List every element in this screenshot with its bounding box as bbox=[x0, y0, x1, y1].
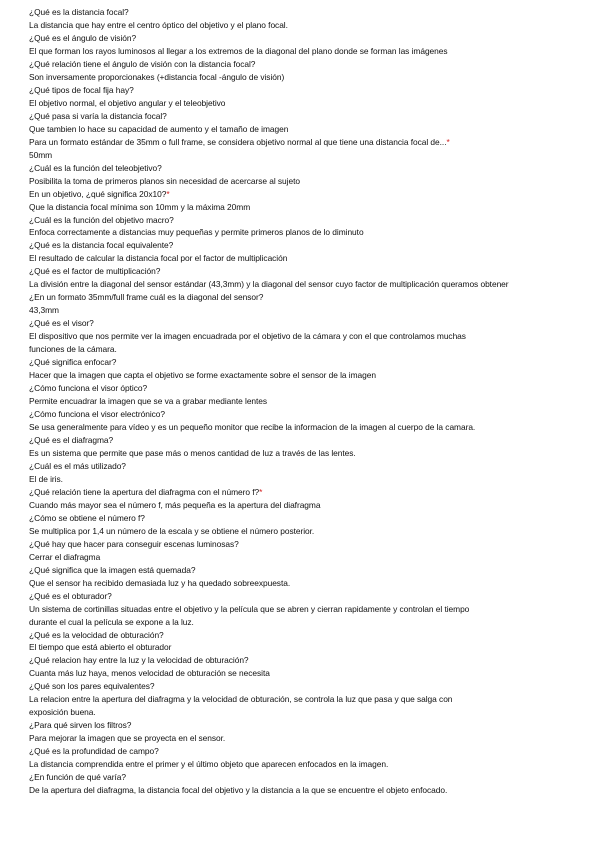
text-line bbox=[29, 434, 589, 447]
text-line bbox=[29, 629, 589, 642]
line-text: Posibilita la toma de primeros planos sin necesidad de acercarse al sujeto bbox=[29, 175, 300, 186]
text-line bbox=[29, 84, 589, 97]
text-line bbox=[29, 551, 589, 564]
line-text: El dispositivo que nos permite ver la imagen encuadrada por el objetivo de la cámara y con el que controlamos muchas bbox=[29, 331, 466, 342]
line-text: ¿Qué relación tiene el ángulo de visión con la distancia focal? bbox=[29, 58, 256, 69]
text-line bbox=[29, 149, 589, 162]
line-text: El objetivo normal, el objetivo angular y el teleobjetivo bbox=[29, 97, 226, 108]
line-text: ¿Para qué sirven los filtros? bbox=[29, 720, 132, 731]
text-line bbox=[29, 616, 589, 629]
text-line bbox=[29, 162, 589, 175]
text-line bbox=[29, 6, 589, 19]
required-asterisk: * bbox=[259, 486, 263, 497]
text-line bbox=[29, 19, 589, 32]
text-line bbox=[29, 408, 589, 421]
text-line bbox=[29, 719, 589, 732]
line-text: La relacion entre la apertura del diafragma y la velocidad de obturación, se controla la luz que pasa y que salga con bbox=[29, 694, 453, 705]
line-text: El que forman los rayos luminosos al llegar a los extremos de la diagonal del plano donde se forman las imágenes bbox=[29, 45, 448, 56]
text-line bbox=[29, 525, 589, 538]
line-text: ¿Qué es el factor de multiplicación? bbox=[29, 266, 161, 277]
text-line bbox=[29, 680, 589, 693]
text-line bbox=[29, 317, 589, 330]
text-line bbox=[29, 538, 589, 551]
line-text: En un objetivo, ¿qué significa 20x10? bbox=[29, 188, 167, 199]
line-text: ¿Qué es el diafragma? bbox=[29, 434, 114, 445]
text-line bbox=[29, 758, 589, 771]
text-line bbox=[29, 369, 589, 382]
line-text: Hacer que la imagen que capta el objetivo se forme exactamente sobre el sensor de la imagen bbox=[29, 370, 376, 381]
text-line bbox=[29, 110, 589, 123]
text-line bbox=[29, 577, 589, 590]
line-text: Para un formato estándar de 35mm o full frame, se considera objetivo normal al que tiene una distancia focal de... bbox=[29, 136, 447, 147]
line-text: ¿Qué es la distancia focal equivalente? bbox=[29, 240, 174, 251]
text-line bbox=[29, 304, 589, 317]
text-line bbox=[29, 175, 589, 188]
line-text: ¿Cómo funciona el visor óptico? bbox=[29, 383, 148, 394]
text-line bbox=[29, 499, 589, 512]
line-text: Se multiplica por 1,4 un número de la escala y se obtiene el número posterior. bbox=[29, 525, 315, 536]
line-text: ¿Qué es el visor? bbox=[29, 318, 94, 329]
line-text: El tiempo que está abierto el obturador bbox=[29, 642, 172, 653]
line-text: ¿Qué significa enfocar? bbox=[29, 357, 117, 368]
text-line bbox=[29, 771, 589, 784]
text-line bbox=[29, 291, 589, 304]
text-line bbox=[29, 603, 589, 616]
text-line bbox=[29, 188, 589, 201]
line-text: ¿Qué es la profundidad de campo? bbox=[29, 746, 159, 757]
text-line bbox=[29, 421, 589, 434]
line-text: Cerrar el diafragma bbox=[29, 551, 101, 562]
text-line bbox=[29, 654, 589, 667]
line-text: ¿Cuál es el más utilizado? bbox=[29, 460, 126, 471]
text-line bbox=[29, 564, 589, 577]
text-line bbox=[29, 706, 589, 719]
line-text: 50mm bbox=[29, 149, 53, 160]
text-line bbox=[29, 239, 589, 252]
text-line bbox=[29, 265, 589, 278]
line-text: Un sistema de cortinillas situadas entre el objetivo y la película que se abren y cierran rapidamente y controlan el tiempo bbox=[29, 603, 470, 614]
line-text: ¿Qué es la velocidad de obturación? bbox=[29, 629, 164, 640]
line-text: De la apertura del diafragma, la distancia focal del objetivo y la distancia a la que se encuentre el objeto enfocado. bbox=[29, 785, 448, 796]
line-text: ¿Cuál es la función del objetivo macro? bbox=[29, 214, 174, 225]
text-line bbox=[29, 447, 589, 460]
line-text: Permite encuadrar la imagen que se va a grabar mediante lentes bbox=[29, 396, 268, 407]
text-line bbox=[29, 395, 589, 408]
line-text: ¿Qué son los pares equivalentes? bbox=[29, 681, 155, 692]
text-line bbox=[29, 136, 589, 149]
line-text: ¿Cómo se obtiene el número f? bbox=[29, 512, 145, 523]
line-text: durante el cual la película se expone a la luz. bbox=[29, 616, 194, 627]
line-text: Cuanta más luz haya, menos velocidad de obturación se necesita bbox=[29, 668, 270, 679]
line-text: Es un sistema que permite que pase más o menos cantidad de luz a través de las lentes. bbox=[29, 447, 356, 458]
document-body bbox=[29, 6, 589, 797]
text-line bbox=[29, 641, 589, 654]
line-text: ¿Qué es la distancia focal? bbox=[29, 7, 129, 17]
line-text: Se usa generalmente para vídeo y es un pequeño monitor que recibe la informacion de la imagen al cuerpo de la camara. bbox=[29, 422, 476, 432]
line-text: ¿Qué pasa si varía la distancia focal? bbox=[29, 110, 167, 121]
line-text: ¿Qué es el obturador? bbox=[29, 590, 112, 601]
line-text: ¿Qué es el ángulo de visión? bbox=[29, 32, 137, 43]
line-text: exposición buena. bbox=[29, 707, 96, 718]
text-line bbox=[29, 278, 589, 291]
text-line bbox=[29, 97, 589, 110]
line-text: ¿En función de qué varía? bbox=[29, 772, 126, 783]
text-line bbox=[29, 473, 589, 486]
text-line bbox=[29, 32, 589, 45]
line-text: La distancia comprendida entre el primer y el último objeto que aparecen enfocados en la imagen. bbox=[29, 759, 389, 770]
line-text: ¿Qué relacion hay entre la luz y la velocidad de obturación? bbox=[29, 655, 249, 666]
line-text: Que tambien lo hace su capacidad de aumento y el tamaño de imagen bbox=[29, 123, 289, 134]
line-text: Que la distancia focal mínima son 10mm y la máxima 20mm bbox=[29, 201, 251, 212]
text-line bbox=[29, 732, 589, 745]
line-text: El resultado de calcular la distancia focal por el factor de multiplicación bbox=[29, 253, 288, 264]
line-text: ¿En un formato 35mm/full frame cuál es la diagonal del sensor? bbox=[29, 292, 264, 303]
text-line bbox=[29, 226, 589, 239]
line-text: ¿Qué hay que hacer para conseguir escenas luminosas? bbox=[29, 538, 239, 549]
text-line bbox=[29, 71, 589, 84]
text-line bbox=[29, 512, 589, 525]
line-text: El de iris. bbox=[29, 473, 63, 484]
text-line bbox=[29, 123, 589, 136]
text-line bbox=[29, 784, 589, 797]
line-text: La división entre la diagonal del sensor estándar (43,3mm) y la diagonal del sensor cuyo factor de multiplicación queramos obtener bbox=[29, 279, 509, 290]
line-text: Que el sensor ha recibido demasiada luz y ha quedado sobreexpuesta. bbox=[29, 577, 291, 588]
required-asterisk: * bbox=[166, 188, 170, 199]
line-text: ¿Qué relación tiene la apertura del diafragma con el número f? bbox=[29, 486, 260, 497]
line-text: ¿Cuál es la función del teleobjetivo? bbox=[29, 162, 162, 173]
text-line bbox=[29, 382, 589, 395]
line-text: Son inversamente proporcionakes (+distancia focal -ángulo de visión) bbox=[29, 71, 285, 82]
line-text: La distancia que hay entre el centro óptico del objetivo y el plano focal. bbox=[29, 19, 288, 30]
text-line bbox=[29, 343, 589, 356]
text-line bbox=[29, 460, 589, 473]
text-line bbox=[29, 214, 589, 227]
required-asterisk: * bbox=[446, 136, 450, 147]
line-text: ¿Qué significa que la imagen está quemada? bbox=[29, 564, 196, 575]
line-text: funciones de la cámara. bbox=[29, 344, 117, 355]
text-line bbox=[29, 667, 589, 680]
text-line bbox=[29, 201, 589, 214]
text-line bbox=[29, 693, 589, 706]
text-line bbox=[29, 252, 589, 265]
line-text: 43,3mm bbox=[29, 305, 59, 316]
line-text: ¿Qué tipos de focal fija hay? bbox=[29, 84, 134, 95]
text-line bbox=[29, 356, 589, 369]
line-text: ¿Cómo funciona el visor electrónico? bbox=[29, 409, 165, 420]
line-text: Enfoca correctamente a distancias muy pequeñas y permite primeros planos de lo diminuto bbox=[29, 227, 364, 238]
text-line bbox=[29, 45, 589, 58]
text-line bbox=[29, 58, 589, 71]
text-line bbox=[29, 486, 589, 499]
text-line bbox=[29, 590, 589, 603]
text-line bbox=[29, 330, 589, 343]
text-line bbox=[29, 745, 589, 758]
line-text: Para mejorar la imagen que se proyecta en el sensor. bbox=[29, 733, 226, 744]
line-text: Cuando más mayor sea el número f, más pequeña es la apertura del diafragma bbox=[29, 499, 321, 510]
